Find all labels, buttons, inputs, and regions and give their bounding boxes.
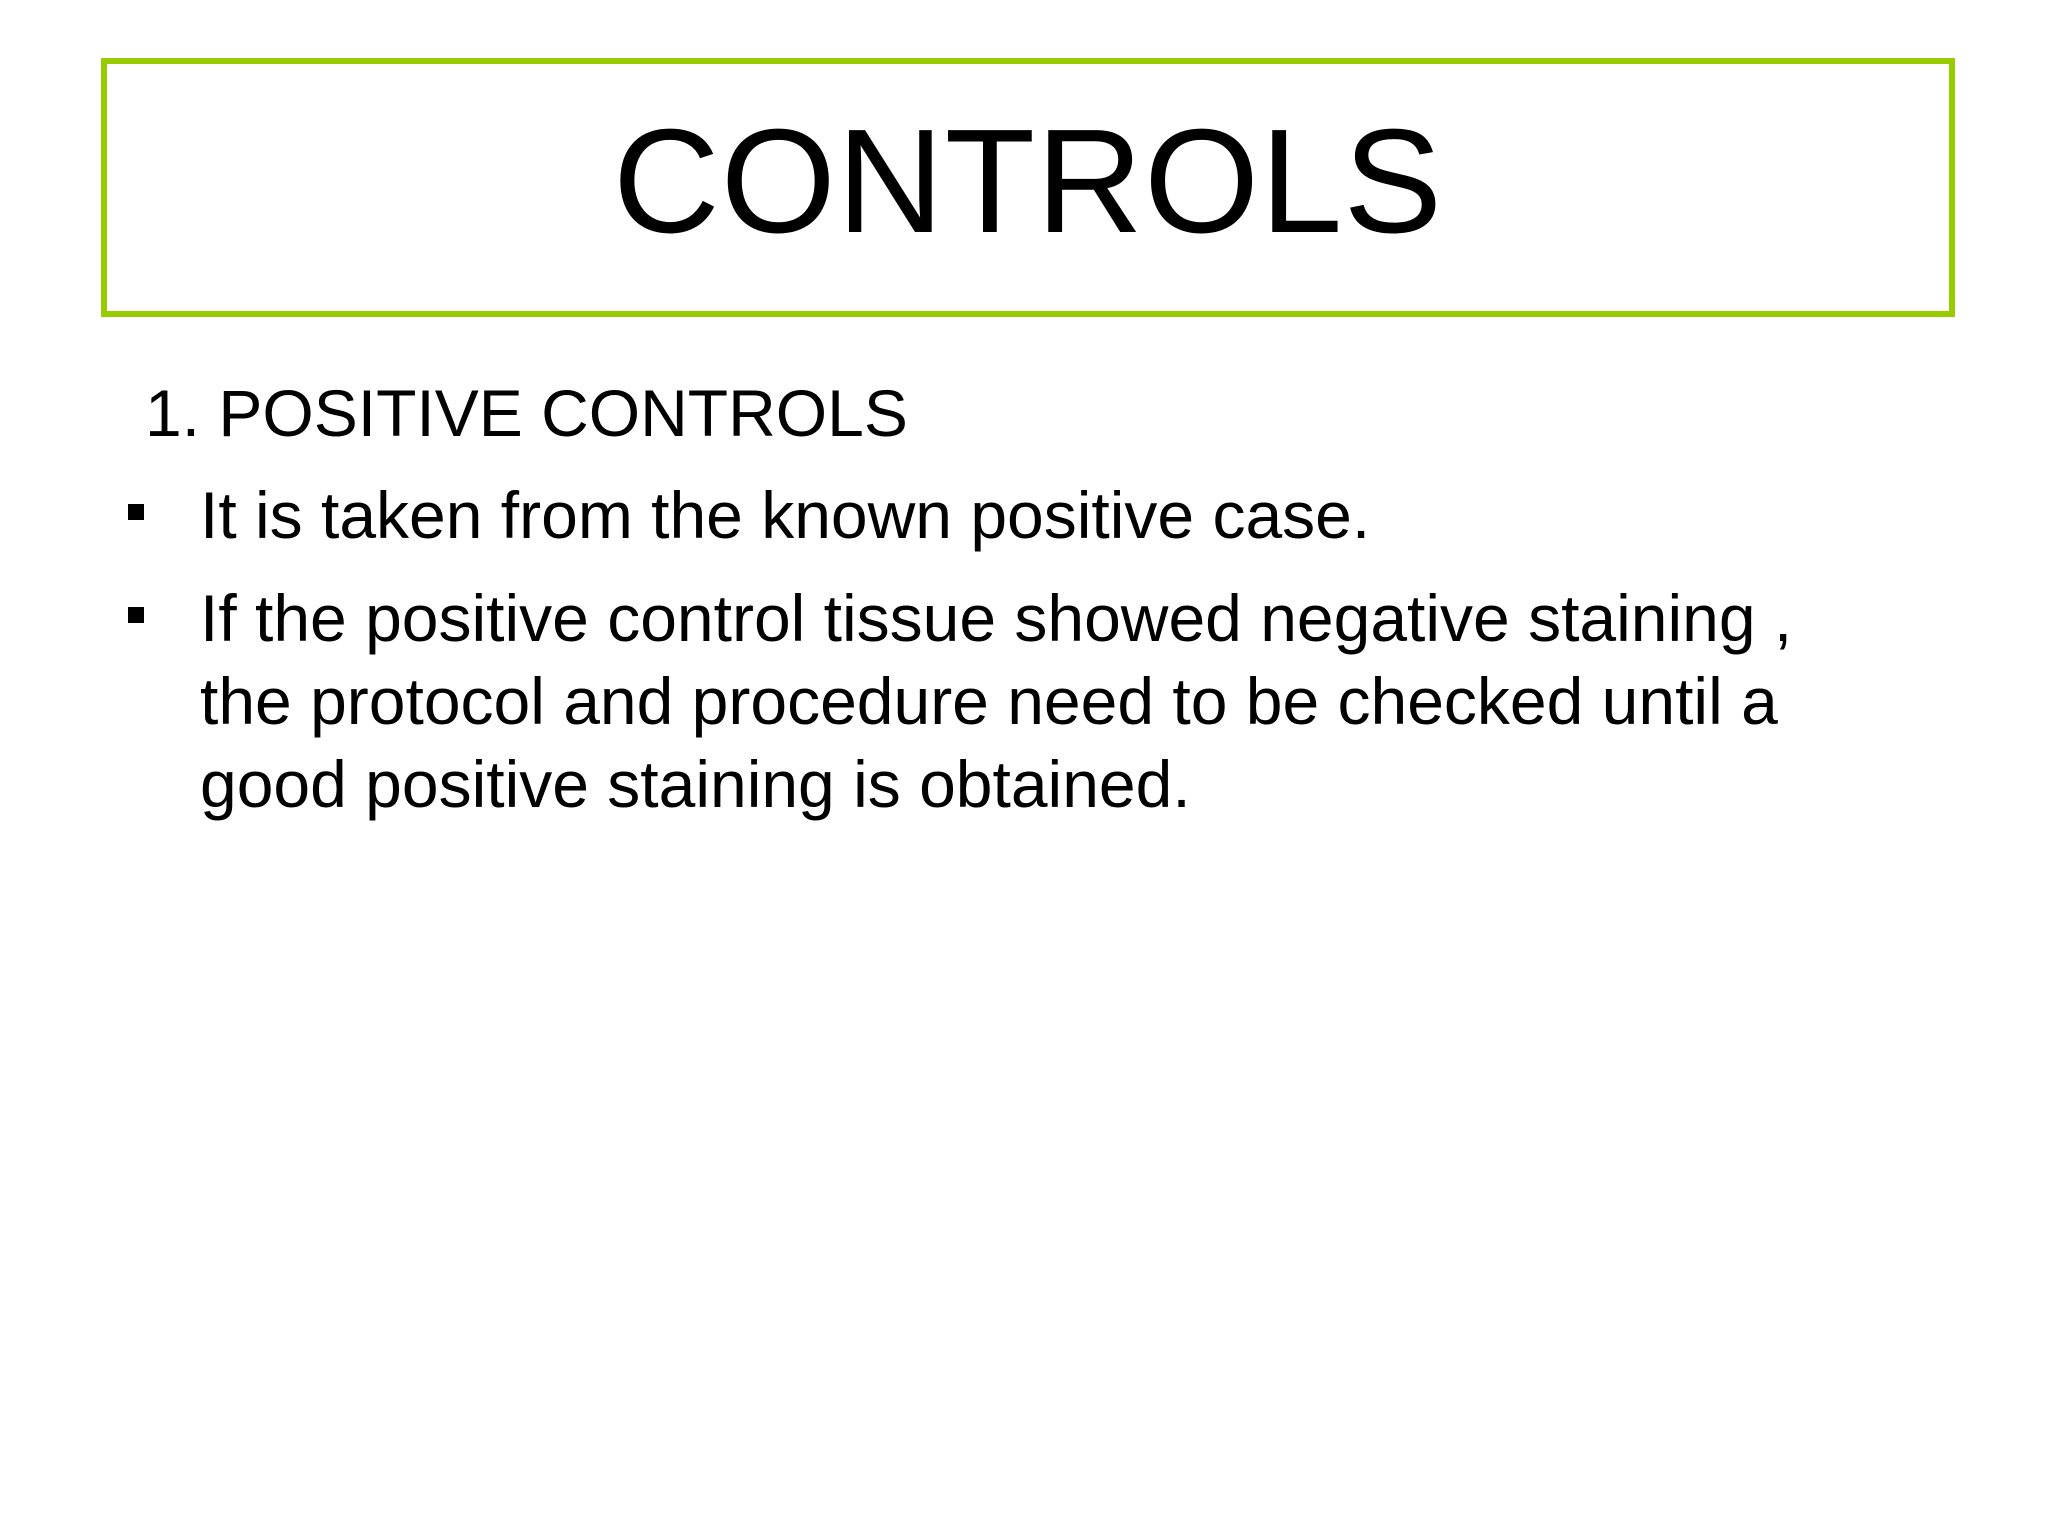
square-bullet-icon <box>128 607 144 623</box>
slide-title: CONTROLS <box>612 98 1444 264</box>
bullet-text: It is taken from the known positive case. <box>200 478 1371 552</box>
bullet-item <box>200 577 1900 826</box>
square-bullet-icon <box>128 504 144 520</box>
bullet-item <box>200 474 1900 557</box>
title-box <box>101 58 1955 317</box>
section-heading: 1. POSITIVE CONTROLS <box>145 376 908 450</box>
bullet-text: If the positive control tissue showed negative staining , the protocol and procedure need to be checked until a good positive staining is obtained. <box>200 581 1793 821</box>
